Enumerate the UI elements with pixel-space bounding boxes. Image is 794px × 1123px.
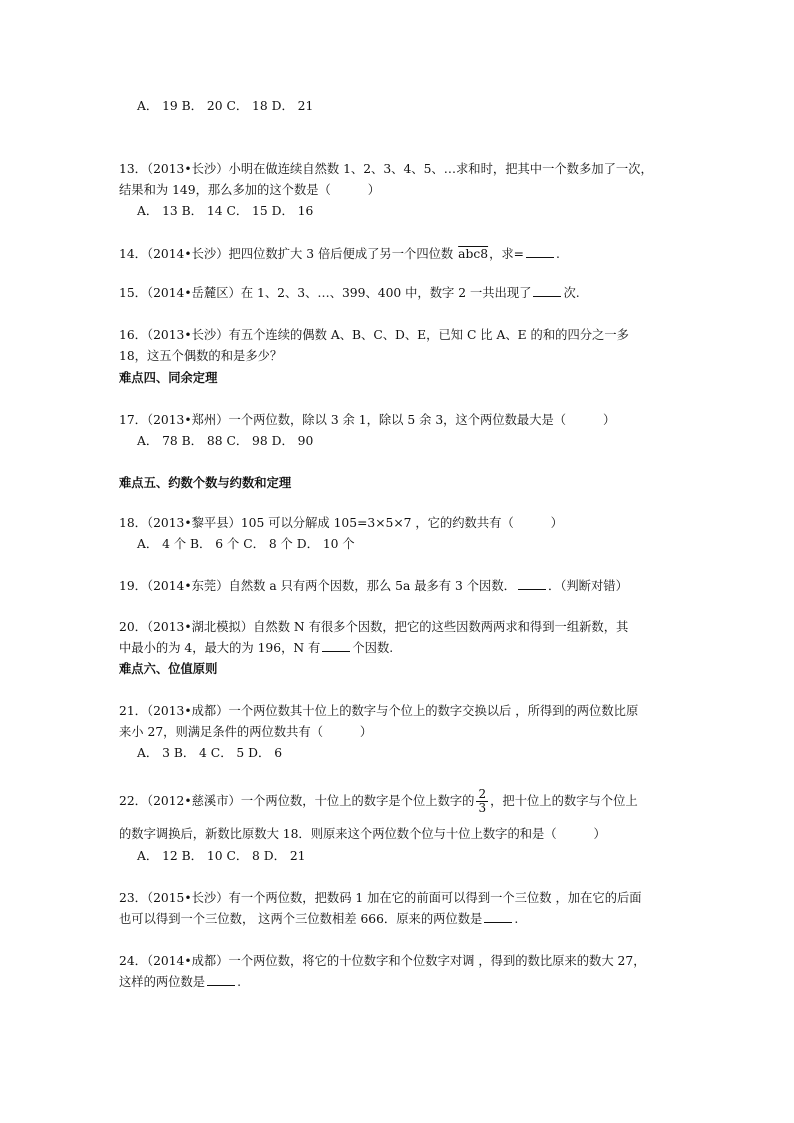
- q22-frac-numerator: 2: [478, 787, 487, 801]
- q24-line2: [119, 974, 241, 990]
- q24-line2-end: .: [237, 975, 242, 989]
- section-heading-6: 难点六、位值原则: [119, 662, 218, 676]
- q23-line1: 23．（2015•长沙）有一个两位数，把数码 1 加在它的前面可以得到一个三位数 ，加在它的后面: [119, 891, 642, 905]
- q15-end: 次.: [563, 286, 580, 300]
- q22-prefix: 22．（2012•慈溪市）一个两位数，十位上的数字是个位上数字的: [119, 794, 475, 808]
- q23-answer-blank[interactable]: [484, 911, 512, 923]
- q24-line2-prefix: 这样的两位数是: [119, 975, 206, 989]
- q22-options: A． 12 B． 10 C． 8 D． 21: [137, 849, 306, 863]
- q19-line: [119, 578, 628, 594]
- q15-prefix: 15．（2014•岳麓区）在 1、2、3、…、399、400 中，数字 2 一共出现了: [119, 286, 532, 300]
- q13-options: A． 13 B． 14 C． 15 D． 16: [137, 204, 314, 218]
- q19-prefix: 19．（2014•东莞）自然数 a 只有两个因数，那么 5a 最多有 3 个因数．: [119, 579, 516, 593]
- q12-options: A． 19 B． 20 C． 18 D． 21: [137, 99, 314, 113]
- q15-answer-blank[interactable]: [533, 285, 561, 297]
- q20-line2: [119, 640, 393, 656]
- q24-answer-blank[interactable]: [207, 974, 235, 986]
- q21-line2: 来小 27，则满足条件的两位数共有（ ）: [119, 725, 373, 739]
- q18-options: A． 4 个 B． 6 个 C． 8 个 D． 10 个: [137, 537, 355, 551]
- q19-answer-blank[interactable]: [518, 578, 546, 590]
- q22-line1: [119, 786, 638, 816]
- q20-line2-prefix: 中最小的为 4，最大的为 196，N 有: [119, 641, 321, 655]
- q14-suffix: ，求=: [489, 247, 524, 261]
- q19-end: ．（判断对错）: [547, 579, 628, 593]
- q14-prefix: 14．（2014•长沙）把四位数扩大 3 倍后便成了另一个四位数: [119, 247, 458, 261]
- q18-line1: 18．（2013•黎平县）105 可以分解成 105=3×5×7 ，它的约数共有（ ）: [119, 516, 563, 530]
- q21-line1: 21．（2013•成都）一个两位数其十位上的数字与个位上的数字交换以后 ，所得到的两位数比原: [119, 704, 639, 718]
- q23-line2: [119, 911, 518, 927]
- q20-answer-blank[interactable]: [322, 640, 350, 652]
- q14-end: .: [555, 247, 560, 261]
- q14-term: abc8: [458, 247, 489, 261]
- section-heading-5: 难点五、约数个数与约数和定理: [119, 476, 292, 490]
- q17-line1: 17．（2013•郑州）一个两位数，除以 3 余 1，除以 5 余 3，这个两位数最大是（ ）: [119, 413, 616, 427]
- q16-line1: 16．（2013•长沙）有五个连续的偶数 A、B、C、D、E，已知 C 比 A、E 的和的四分之一多: [119, 328, 629, 342]
- q13-line2: 结果和为 149，那么多加的这个数是（ ）: [119, 183, 381, 197]
- q24-line1: 24．（2014•成都）一个两位数，将它的十位数字和个位数字对调 ，得到的数比原来的数大 27，: [119, 954, 646, 968]
- q22-line2: 的数字调换后，新数比原数大 18．则原来这个两位数个位与十位上数字的和是（ ）: [119, 827, 606, 841]
- q16-line2: 18，这五个偶数的和是多少？: [119, 349, 283, 363]
- q23-line2-end: .: [514, 912, 519, 926]
- q23-line2-prefix: 也可以得到一个三位数， 这两个三位数相差 666．原来的两位数是: [119, 912, 483, 926]
- section-heading-4: 难点四、同余定理: [119, 371, 218, 385]
- q22-fraction: [476, 788, 488, 815]
- q14-answer-blank[interactable]: [526, 246, 554, 258]
- q14-line: [119, 246, 560, 262]
- q17-options: A． 78 B． 88 C． 98 D． 90: [137, 434, 314, 448]
- q22-suffix: ，把十位上的数字与个位上: [490, 794, 638, 808]
- q13-line1: 13．（2013•长沙）小明在做连续自然数 1、2、3、4、5、…求和时，把其中一个数多加了一次，: [119, 162, 653, 176]
- q21-options: A． 3 B． 4 C． 5 D． 6: [137, 746, 283, 760]
- q20-line2-end: 个因数.: [352, 641, 394, 655]
- q22-frac-denominator: 3: [478, 801, 487, 815]
- q15-line: [119, 285, 580, 301]
- q20-line1: 20．（2013•湖北模拟）自然数 N 有很多个因数，把它的这些因数两两求和得到一组新数，其: [119, 620, 629, 634]
